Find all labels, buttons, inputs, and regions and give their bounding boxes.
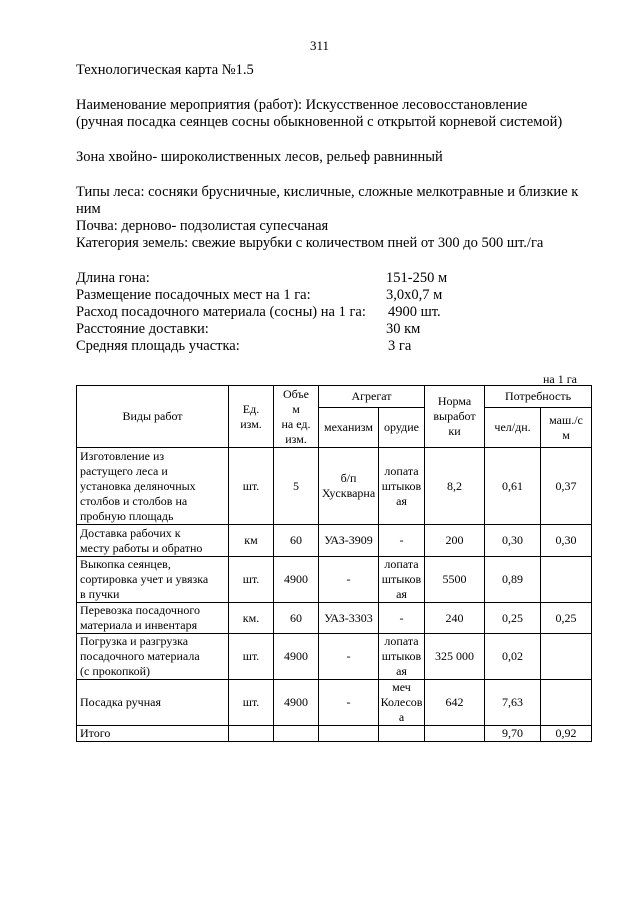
mechanism-cell: - — [319, 634, 379, 680]
volume-cell: 60 — [274, 525, 319, 557]
work-name: Погрузка и разгрузка посадочного материала (с прокопкой) — [77, 634, 229, 680]
total-man-days: 9,70 — [485, 726, 541, 742]
mechanism-cell: - — [319, 680, 379, 726]
man-days-cell: 0,89 — [485, 557, 541, 603]
param-label: Размещение посадочных мест на 1 га: — [76, 287, 311, 303]
volume-cell — [274, 726, 319, 742]
unit-cell: км. — [229, 603, 274, 634]
norm-cell: 200 — [425, 525, 485, 557]
machine-cell: 0,25 — [541, 603, 592, 634]
activity-name-line-1: Наименование мероприятия (работ): Искусственное лесовосстановление — [76, 97, 528, 113]
man-days-cell: 0,02 — [485, 634, 541, 680]
volume-cell: 4900 — [274, 557, 319, 603]
volume-cell: 4900 — [274, 634, 319, 680]
machine-cell — [541, 680, 592, 726]
param-value: 151-250 м — [386, 270, 448, 286]
mechanism-cell: - — [319, 557, 379, 603]
norm-cell: 325 000 — [425, 634, 485, 680]
forest-types-line-2: ним — [76, 201, 101, 217]
card-title: Технологическая карта №1.5 — [76, 62, 254, 78]
param-value: 4900 шт. — [388, 304, 441, 320]
norm-cell: 240 — [425, 603, 485, 634]
machine-cell — [541, 557, 592, 603]
param-value: 30 км — [386, 321, 421, 337]
land-category: Категория земель: свежие вырубки с количеством пней от 300 до 500 шт./га — [76, 235, 544, 251]
soil: Почва: дерново- подзолистая супесчаная — [76, 218, 329, 234]
param-label: Длина гона: — [76, 270, 150, 286]
activity-name-line-2: (ручная посадка сеянцев сосны обыкновенной с открытой корневой системой) — [76, 114, 563, 130]
table-unit-note: на 1 га — [543, 372, 577, 386]
param-value: 3,0х0,7 м — [386, 287, 443, 303]
header-aggregate: Агрегат — [319, 386, 425, 408]
header-norm: Норма выработ ки — [425, 386, 485, 448]
header-need: Потребность — [485, 386, 592, 408]
man-days-cell: 0,30 — [485, 525, 541, 557]
norm-cell: 5500 — [425, 557, 485, 603]
tool-cell: лопата штыков ая — [379, 634, 425, 680]
mechanism-cell: УАЗ-3303 — [319, 603, 379, 634]
work-name: Посадка ручная — [77, 680, 229, 726]
header-tool: орудие — [379, 408, 425, 448]
unit-cell: шт. — [229, 680, 274, 726]
tool-cell: - — [379, 603, 425, 634]
table-row — [77, 448, 592, 525]
works-table — [76, 385, 592, 742]
total-row — [77, 726, 592, 742]
mechanism-cell — [319, 726, 379, 742]
total-machine: 0,92 — [541, 726, 592, 742]
unit-cell — [229, 726, 274, 742]
header-mechanism: механизм — [319, 408, 379, 448]
tool-cell: лопата штыков ая — [379, 448, 425, 525]
table-row — [77, 557, 592, 603]
param-label: Расход посадочного материала (сосны) на 1 га: — [76, 304, 366, 320]
machine-cell: 0,37 — [541, 448, 592, 525]
forest-types-line-1: Типы леса: сосняки брусничные, кисличные, сложные мелкотравные и близкие к — [76, 184, 579, 200]
forest-zone: Зона хвойно- широколиственных лесов, рельеф равнинный — [76, 149, 443, 165]
tool-cell: - — [379, 525, 425, 557]
work-name: Перевозка посадочного материала и инвентаря — [77, 603, 229, 634]
header-volume: Объе м на ед. изм. — [274, 386, 319, 448]
table-row — [77, 634, 592, 680]
man-days-cell: 7,63 — [485, 680, 541, 726]
machine-cell: 0,30 — [541, 525, 592, 557]
volume-cell: 4900 — [274, 680, 319, 726]
unit-cell: км — [229, 525, 274, 557]
volume-cell: 60 — [274, 603, 319, 634]
table-row — [77, 525, 592, 557]
norm-cell — [425, 726, 485, 742]
header-man-days: чел/дн. — [485, 408, 541, 448]
norm-cell: 642 — [425, 680, 485, 726]
work-name: Изготовление из растущего леса и установка деляночных столбов и столбов на пробную площадь — [77, 448, 229, 525]
header-machine: маш./с м — [541, 408, 592, 448]
work-name: Выкопка сеянцев, сортировка учет и увязка в пучки — [77, 557, 229, 603]
man-days-cell: 0,61 — [485, 448, 541, 525]
table-row — [77, 603, 592, 634]
header-unit: Ед. изм. — [229, 386, 274, 448]
unit-cell: шт. — [229, 448, 274, 525]
man-days-cell: 0,25 — [485, 603, 541, 634]
tool-cell: лопата штыков ая — [379, 557, 425, 603]
machine-cell — [541, 634, 592, 680]
unit-cell: шт. — [229, 557, 274, 603]
norm-cell: 8,2 — [425, 448, 485, 525]
header-work-types: Виды работ — [77, 386, 229, 448]
mechanism-cell: б/п Хускварна — [319, 448, 379, 525]
param-value: 3 га — [388, 338, 412, 354]
work-name: Доставка рабочих к месту работы и обратно — [77, 525, 229, 557]
tool-cell — [379, 726, 425, 742]
total-label: Итого — [77, 726, 229, 742]
mechanism-cell: УАЗ-3909 — [319, 525, 379, 557]
table-row — [77, 680, 592, 726]
param-label: Средняя площадь участка: — [76, 338, 240, 354]
volume-cell: 5 — [274, 448, 319, 525]
unit-cell: шт. — [229, 634, 274, 680]
param-label: Расстояние доставки: — [76, 321, 209, 337]
page-number: 311 — [309, 38, 330, 53]
tool-cell: меч Колесов а — [379, 680, 425, 726]
